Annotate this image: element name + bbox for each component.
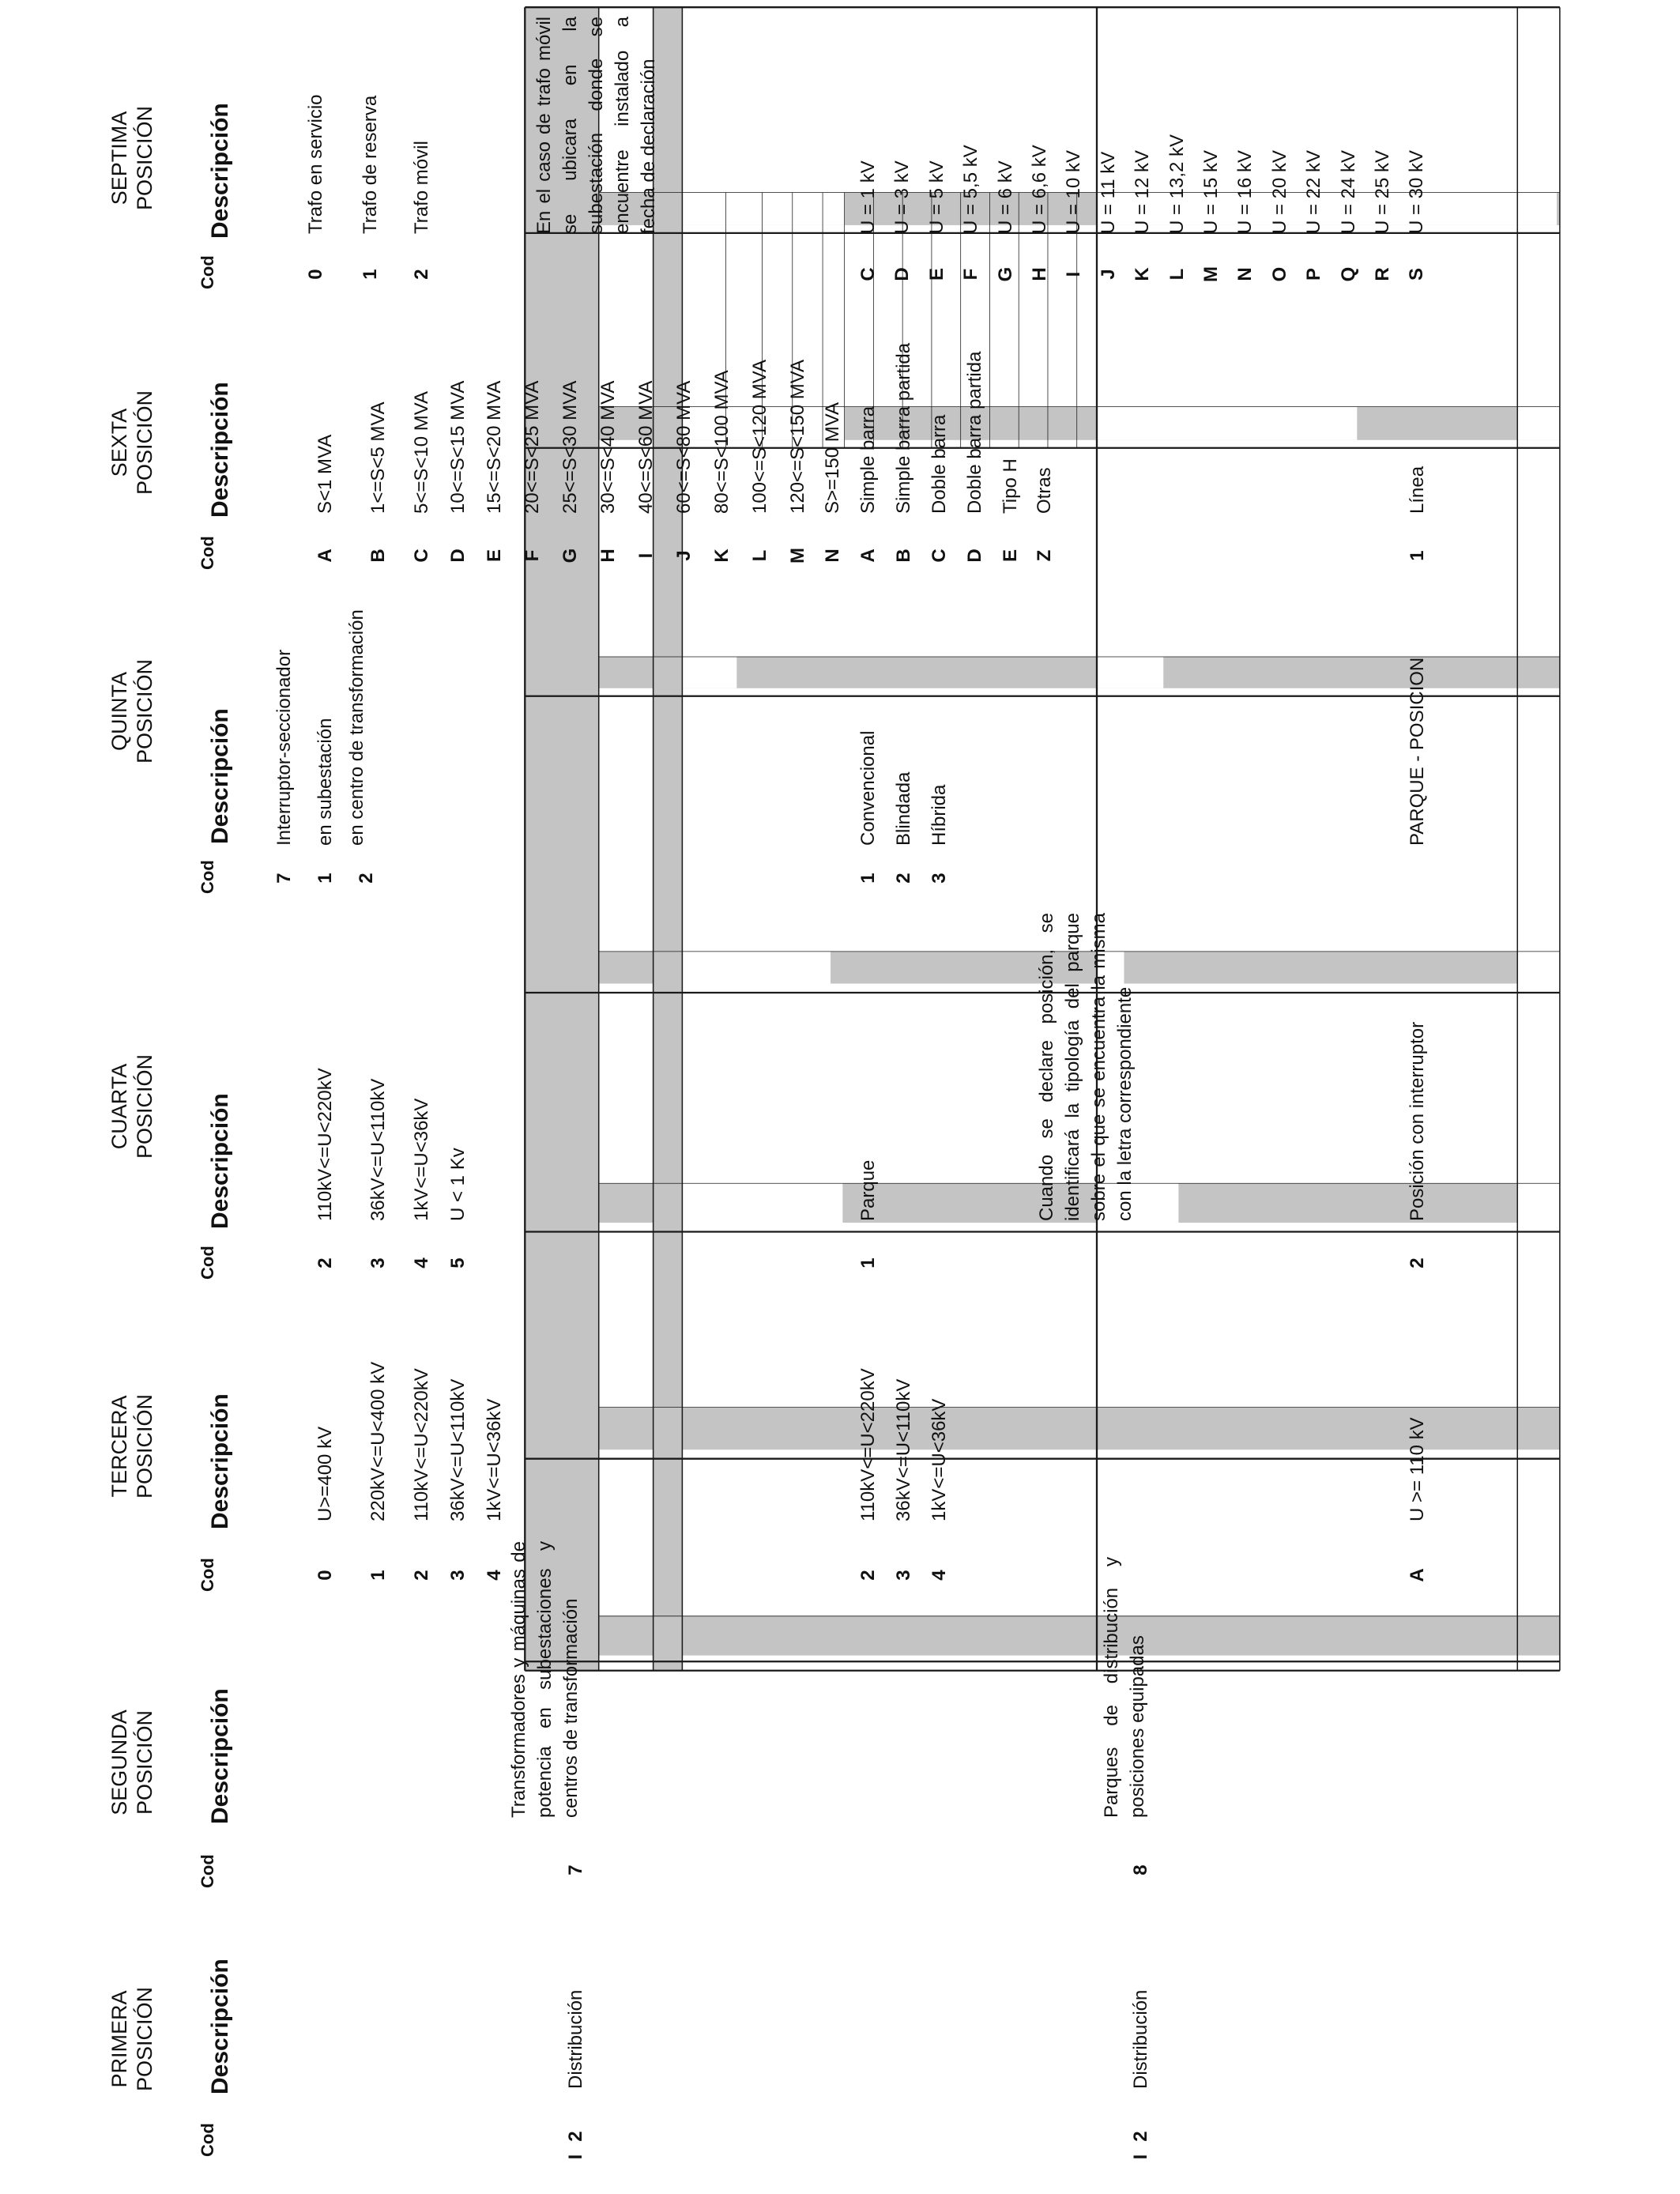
- sexta-cod-white-2: [1097, 407, 1357, 440]
- block1-sexta-desc-2: 5<=S<10 MVA: [411, 391, 432, 514]
- block1-cuarta-desc-0: 110kV<=U<220kV: [315, 1068, 336, 1221]
- block3-sexta-desc: Línea: [1407, 466, 1428, 514]
- block2-tercera-desc-0: 110kV<=U<220kV: [857, 1368, 879, 1521]
- block2-segunda-cod: 8: [1130, 1864, 1151, 1875]
- block1-sexta-desc-0: S<1 MVA: [315, 434, 336, 514]
- sexta-desc-header: Descripción: [207, 382, 233, 518]
- block2-septima-cod-10: M: [1200, 266, 1222, 282]
- septima-title: SEPTIMA POSICIÓN: [107, 105, 156, 211]
- cuarta-desc-header: Descripción: [207, 1093, 233, 1229]
- block1-quinta-cod-2: 2: [356, 873, 377, 884]
- block2-septima-desc-12: U = 20 kV: [1268, 149, 1290, 234]
- block3-cuarta-desc: Posición con interruptor: [1407, 1021, 1428, 1221]
- block2-sexta-cod-5: Z: [1034, 549, 1055, 562]
- block2-septima-desc-6: U = 10 kV: [1063, 149, 1085, 234]
- block2-tercera-cod-0: 2: [857, 1570, 879, 1581]
- quinta-title: QUINTA POSICIÓN: [107, 658, 156, 764]
- block2-septima-cod-3: F: [960, 268, 982, 281]
- block1-sexta-desc-9: 60<=S<80 MVA: [673, 380, 695, 514]
- block2-septima-cod-8: K: [1132, 267, 1154, 281]
- block1-sexta-cod-2: C: [411, 548, 432, 563]
- block2-primera-cod: 2: [1130, 2131, 1151, 2142]
- block2-sexta-cod-2: C: [929, 548, 950, 563]
- block2-cuarta-cod: 1: [857, 1257, 879, 1269]
- block2-septima-cod-6: I: [1063, 271, 1085, 277]
- block1-quinta-desc-0: Interruptor-seccionador: [273, 649, 295, 846]
- block2-quinta-cod-1: 2: [893, 873, 914, 884]
- block1-tercera-cod-0: 0: [315, 1570, 336, 1581]
- block2-quinta-desc-2: Híbrida: [929, 784, 950, 846]
- block2-septima-desc-7: U = 11 kV: [1097, 151, 1119, 234]
- block2-segunda-desc: Parques de distribución y posiciones equipadas: [1101, 1557, 1148, 1818]
- block1-cuarta-desc-2: 1kV<=U<36kV: [411, 1098, 432, 1221]
- block2-quinta-desc-0: Convencional: [857, 730, 879, 846]
- block1-septima-cod-2: 2: [411, 269, 432, 280]
- tercera-desc-header: Descripción: [207, 1393, 233, 1529]
- block2-primera-desc: Distribución: [1130, 1989, 1151, 2089]
- quinta-cod-header: Cod: [198, 860, 217, 894]
- block2-septima-cod-2: E: [925, 268, 947, 281]
- tercera-title: TERCERA POSICIÓN: [107, 1393, 156, 1499]
- block1-cuarta-cod-0: 2: [315, 1257, 336, 1269]
- block2-sexta-cod-4: E: [1000, 549, 1021, 563]
- block2-septima-desc-4: U = 6 kV: [994, 160, 1016, 234]
- block2-quinta-desc-1: Blindada: [893, 771, 914, 846]
- block1-sexta-desc-5: 20<=S<25 MVA: [522, 380, 543, 514]
- block2-septima-desc-13: U = 22 kV: [1303, 149, 1325, 234]
- block1-sexta-desc-4: 15<=S<20 MVA: [484, 380, 505, 514]
- block1-sexta-desc-8: 40<=S<60 MVA: [635, 380, 657, 514]
- block2-septima-desc-0: U = 1 kV: [857, 160, 879, 234]
- quinta-cod-white-2: [1097, 657, 1163, 688]
- cuarta-cod-white: [682, 952, 831, 984]
- tercera-cod-white-3: [1517, 1183, 1560, 1223]
- block1-sexta-cod-13: N: [822, 548, 843, 563]
- block1-sexta-desc-13: S>=150 MVA: [822, 402, 843, 514]
- sexta-title: SEXTA POSICIÓN: [107, 390, 156, 496]
- block1-sexta-cod-0: A: [315, 548, 336, 563]
- block2-septima-desc-3: U = 5,5 kV: [960, 145, 982, 234]
- block1-primera-desc: Distribución: [565, 1989, 586, 2089]
- block2-cuarta-desc: Parque: [857, 1159, 879, 1221]
- block2-septima-cod-15: R: [1372, 267, 1393, 281]
- block1-cuarta-cod-2: 4: [411, 1257, 432, 1269]
- block1-sexta-cod-9: J: [673, 550, 695, 561]
- block1-sexta-desc-3: 10<=S<15 MVA: [447, 380, 469, 514]
- primera-cod-header: Cod: [198, 2123, 217, 2157]
- block2-sexta-cod-1: B: [893, 548, 914, 563]
- block2-septima-cod-9: L: [1166, 268, 1188, 281]
- block1-cuarta-desc-1: 36kV<=U<110kV: [367, 1078, 389, 1221]
- block2-septima-desc-5: U = 6,6 kV: [1029, 145, 1050, 234]
- block2-septima-desc-16: U = 30 kV: [1406, 149, 1428, 234]
- block1-sexta-cod-11: L: [749, 549, 770, 562]
- block1-sexta-cod-8: I: [635, 552, 657, 559]
- block2-sexta-desc-3: Doble barra partida: [964, 351, 985, 514]
- block2-septima-desc-11: U = 16 kV: [1234, 149, 1256, 234]
- block2-sexta-desc-4: Tipo H: [1000, 458, 1021, 514]
- block1-sexta-cod-12: M: [787, 548, 808, 564]
- block2-quinta-cod-0: 1: [857, 873, 879, 884]
- block1-quinta-cod-1: 1: [315, 873, 336, 884]
- cuarta-title: CUARTA POSICIÓN: [107, 1054, 156, 1159]
- block3-tercera-cod: A: [1407, 1568, 1428, 1582]
- block1-segunda-cod: 7: [565, 1864, 586, 1875]
- block1-tercera-desc-2: 110kV<=U<220kV: [411, 1368, 432, 1521]
- block1-sexta-cod-3: D: [447, 548, 469, 563]
- block2-septima-desc-10: U = 15 kV: [1200, 149, 1222, 234]
- segunda-cod-header: Cod: [198, 1854, 217, 1888]
- block1-sexta-cod-4: E: [484, 549, 505, 563]
- block1-sexta-cod-6: G: [559, 548, 581, 564]
- block2-sexta-desc-2: Doble barra: [929, 414, 950, 514]
- block2-sexta-cod-0: A: [857, 548, 879, 563]
- cuarta-cod-white-3: [1517, 952, 1560, 984]
- septima-cod-header: Cod: [198, 255, 217, 289]
- sexta-cod-header: Cod: [198, 536, 217, 570]
- block1-tercera-desc-1: 220kV<=U<400 kV: [367, 1361, 389, 1521]
- block3-cuarta-cod: 2: [1407, 1257, 1428, 1269]
- block2-tercera-desc-1: 36kV<=U<110kV: [893, 1378, 914, 1521]
- block1-septima-desc-0: Trafo en servicio: [305, 94, 326, 234]
- block3-quinta-desc: PARQUE - POSICION: [1407, 657, 1428, 846]
- block1-quinta-cod-0: 7: [273, 873, 295, 884]
- block1-type: I: [565, 2154, 586, 2160]
- tercera-cod-header: Cod: [198, 1558, 217, 1592]
- septima-cod-white-1: [682, 193, 844, 225]
- block3-tercera-desc: U >= 110 kV: [1407, 1417, 1428, 1521]
- block1-tercera-cod-4: 4: [484, 1570, 505, 1581]
- block1-septima-desc-2: Trafo móvil: [411, 141, 432, 234]
- cod-column-primera: [599, 1616, 1560, 1656]
- block2-sexta-desc-1: Simple barra partida: [893, 342, 914, 514]
- block2-cuarta-note: Cuando se declare posición, se identificará la tipología del parque sobre el que se encuentra la misma con la letra correspondiente: [1036, 913, 1136, 1221]
- block2-septima-desc-1: U = 3 kV: [891, 160, 913, 234]
- block3-sexta-cod: 1: [1407, 550, 1428, 561]
- primera-title: PRIMERA POSICIÓN: [107, 1986, 156, 2092]
- segunda-desc-header: Descripción: [207, 1688, 233, 1824]
- block1-septima-cod-1: 1: [360, 269, 381, 280]
- block1-quinta-desc-1: en subestación: [315, 718, 336, 846]
- segunda-title: SEGUNDA POSICIÓN: [107, 1710, 156, 1815]
- block1-tercera-desc-4: 1kV<=U<36kV: [484, 1398, 505, 1521]
- quinta-cod-white: [682, 657, 736, 688]
- block1-sexta-cod-10: K: [711, 548, 733, 563]
- block2-septima-desc-2: U = 5 kV: [925, 160, 947, 234]
- block2-quinta-cod-2: 3: [929, 873, 950, 884]
- block2-septima-desc-9: U = 13,2 kV: [1166, 134, 1188, 234]
- block1-cuarta-cod-1: 3: [367, 1257, 389, 1269]
- tercera-cod-white: [682, 1183, 842, 1223]
- block2-tercera-cod-1: 3: [893, 1570, 914, 1581]
- block1-tercera-cod-2: 2: [411, 1570, 432, 1581]
- block2-septima-cod-5: H: [1029, 267, 1050, 281]
- block2-tercera-cod-2: 4: [929, 1570, 950, 1581]
- cuarta-cod-header: Cod: [198, 1246, 217, 1280]
- block1-sexta-desc-10: 80<=S<100 MVA: [711, 370, 733, 514]
- block1-cuarta-desc-3: U < 1 Kv: [447, 1148, 469, 1221]
- block2-tercera-desc-2: 1kV<=U<36kV: [929, 1398, 950, 1521]
- block2-sexta-desc-5: Otras: [1034, 467, 1055, 514]
- block1-segunda-desc: Transformadores y máquinas de potencia en subestaciones y centros de transformación: [508, 1541, 582, 1818]
- block2-septima-cod-1: D: [891, 267, 913, 281]
- block2-sexta-desc-0: Simple barra: [857, 405, 879, 514]
- block2-septima-cod-16: S: [1406, 268, 1428, 281]
- block1-septima-note: En el caso de trafo móvil se ubicara en la subestación donde se encuentre instalado a fecha de declaración: [533, 17, 659, 234]
- block2-septima-cod-0: C: [857, 267, 879, 281]
- block2-septima-cod-13: P: [1303, 268, 1325, 281]
- block1-sexta-cod-7: H: [597, 548, 619, 563]
- sexta-cod-white-3: [1517, 407, 1560, 440]
- block1-sexta-desc-12: 120<=S<150 MVA: [787, 359, 808, 514]
- block1-septima-desc-1: Trafo de reserva: [360, 95, 381, 234]
- block1-tercera-cod-3: 3: [447, 1570, 469, 1581]
- block2-septima-desc-8: U = 12 kV: [1132, 149, 1154, 234]
- block1-sexta-desc-1: 1<=S<5 MVA: [367, 401, 389, 514]
- block1-tercera-desc-3: 36kV<=U<110kV: [447, 1378, 469, 1521]
- left-edge-band: [525, 7, 565, 1671]
- block1-septima-cod-0: 0: [305, 269, 326, 280]
- block2-septima-cod-11: N: [1234, 267, 1256, 281]
- block1-tercera-cod-1: 1: [367, 1570, 389, 1581]
- block2-septima-desc-14: U = 24 kV: [1337, 149, 1359, 234]
- block1-sexta-cod-5: F: [522, 549, 543, 562]
- block1-sexta-cod-1: B: [367, 548, 389, 563]
- block2-septima-cod-12: O: [1268, 266, 1290, 282]
- primera-desc-header: Descripción: [207, 1958, 233, 2094]
- block2-septima-cod-7: J: [1097, 269, 1119, 280]
- block1-sexta-desc-11: 100<=S<120 MVA: [749, 359, 770, 514]
- block1-sexta-desc-6: 25<=S<30 MVA: [559, 380, 581, 514]
- block1-tercera-desc-0: U>=400 kV: [315, 1426, 336, 1521]
- block2-septima-desc-15: U = 25 kV: [1372, 149, 1393, 234]
- block2-type: I: [1130, 2154, 1151, 2160]
- block1-primera-cod: 2: [565, 2131, 586, 2142]
- block2-septima-cod-14: Q: [1337, 266, 1359, 282]
- septima-desc-header: Descripción: [207, 103, 233, 239]
- block1-quinta-desc-2: en centro de transformación: [346, 609, 367, 846]
- block1-cuarta-cod-3: 5: [447, 1257, 469, 1269]
- block1-sexta-desc-7: 30<=S<40 MVA: [597, 380, 619, 514]
- block2-sexta-cod-3: D: [964, 548, 985, 563]
- quinta-desc-header: Descripción: [207, 708, 233, 844]
- block2-septima-cod-4: G: [994, 266, 1016, 282]
